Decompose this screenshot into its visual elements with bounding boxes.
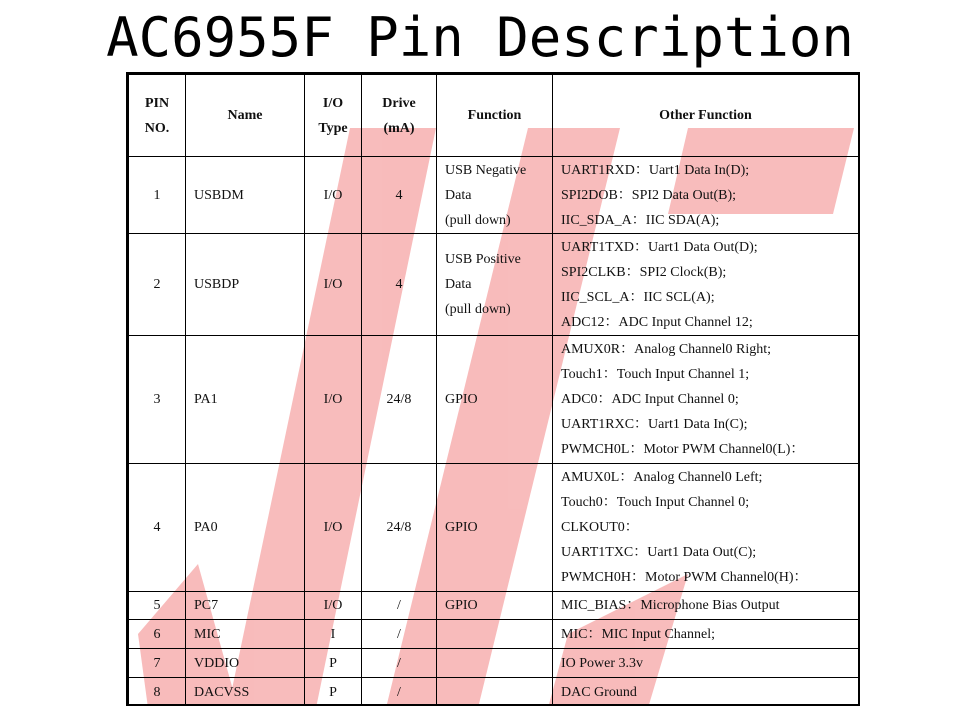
table-row	[129, 234, 859, 336]
table-header-row	[129, 75, 859, 157]
pin-description-table	[128, 74, 859, 706]
pin-number: 7	[129, 649, 186, 678]
pin-number: 8	[129, 678, 186, 707]
other-function-cell: UART1TXD：Uart1 Data Out(D); SPI2CLKB：SPI2 Clock(B); IIC_SCL_A：IIC SCL(A); ADC12：ADC Input Channel 12;	[553, 234, 859, 336]
drive-ma: 24/8	[362, 336, 437, 464]
pin-name: PA0	[186, 464, 305, 592]
pin-name: VDDIO	[186, 649, 305, 678]
io-type: I/O	[305, 157, 362, 234]
pin-name: DACVSS	[186, 678, 305, 707]
drive-ma: /	[362, 592, 437, 620]
pin-number: 1	[129, 157, 186, 234]
header-function: Function	[437, 75, 553, 157]
other-function-cell: MIC：MIC Input Channel;	[553, 620, 859, 649]
function-cell: GPIO	[437, 592, 553, 620]
header-other-function: Other Function	[553, 75, 859, 157]
function-cell: USB Positive Data (pull down)	[437, 234, 553, 336]
other-function-cell: AMUX0R：Analog Channel0 Right; Touch1：Touch Input Channel 1; ADC0：ADC Input Channel 0; UART1RXC：Uart1 Data In(C); PWMCH0L：Motor PWM Channel0(L)：	[553, 336, 859, 464]
other-function-cell: IO Power 3.3v	[553, 649, 859, 678]
pin-number: 4	[129, 464, 186, 592]
function-cell	[437, 678, 553, 707]
io-type: I/O	[305, 464, 362, 592]
io-type: I	[305, 620, 362, 649]
pin-number: 6	[129, 620, 186, 649]
table-row	[129, 678, 859, 707]
io-type: P	[305, 649, 362, 678]
drive-ma: 4	[362, 234, 437, 336]
other-function-cell: MIC_BIAS：Microphone Bias Output	[553, 592, 859, 620]
function-cell: GPIO	[437, 336, 553, 464]
table-row	[129, 649, 859, 678]
table-row	[129, 464, 859, 592]
drive-ma: 24/8	[362, 464, 437, 592]
pin-name: USBDP	[186, 234, 305, 336]
function-cell	[437, 620, 553, 649]
function-cell	[437, 649, 553, 678]
header-name: Name	[186, 75, 305, 157]
drive-ma: /	[362, 678, 437, 707]
pin-number: 5	[129, 592, 186, 620]
header-drive: Drive (mA)	[362, 75, 437, 157]
table-row	[129, 592, 859, 620]
pin-number: 3	[129, 336, 186, 464]
pin-description-table-frame	[126, 72, 860, 706]
table-row	[129, 620, 859, 649]
function-cell: GPIO	[437, 464, 553, 592]
io-type: I/O	[305, 336, 362, 464]
io-type: P	[305, 678, 362, 707]
pin-name: USBDM	[186, 157, 305, 234]
other-function-cell: AMUX0L：Analog Channel0 Left; Touch0：Touch Input Channel 0; CLKOUT0： UART1TXC：Uart1 Data Out(C); PWMCH0H：Motor PWM Channel0(H)：	[553, 464, 859, 592]
io-type: I/O	[305, 592, 362, 620]
header-io-type: I/O Type	[305, 75, 362, 157]
header-pin-no: PIN NO.	[129, 75, 186, 157]
table-row	[129, 336, 859, 464]
other-function-cell: DAC Ground	[553, 678, 859, 707]
drive-ma: /	[362, 649, 437, 678]
pin-number: 2	[129, 234, 186, 336]
pin-name: PA1	[186, 336, 305, 464]
function-cell: USB Negative Data (pull down)	[437, 157, 553, 234]
other-function-cell: UART1RXD：Uart1 Data In(D); SPI2DOB：SPI2 Data Out(B); IIC_SDA_A：IIC SDA(A);	[553, 157, 859, 234]
drive-ma: 4	[362, 157, 437, 234]
io-type: I/O	[305, 234, 362, 336]
drive-ma: /	[362, 620, 437, 649]
page-title: AC6955F Pin Description	[106, 6, 854, 69]
table-row	[129, 157, 859, 234]
pin-name: MIC	[186, 620, 305, 649]
pin-name: PC7	[186, 592, 305, 620]
